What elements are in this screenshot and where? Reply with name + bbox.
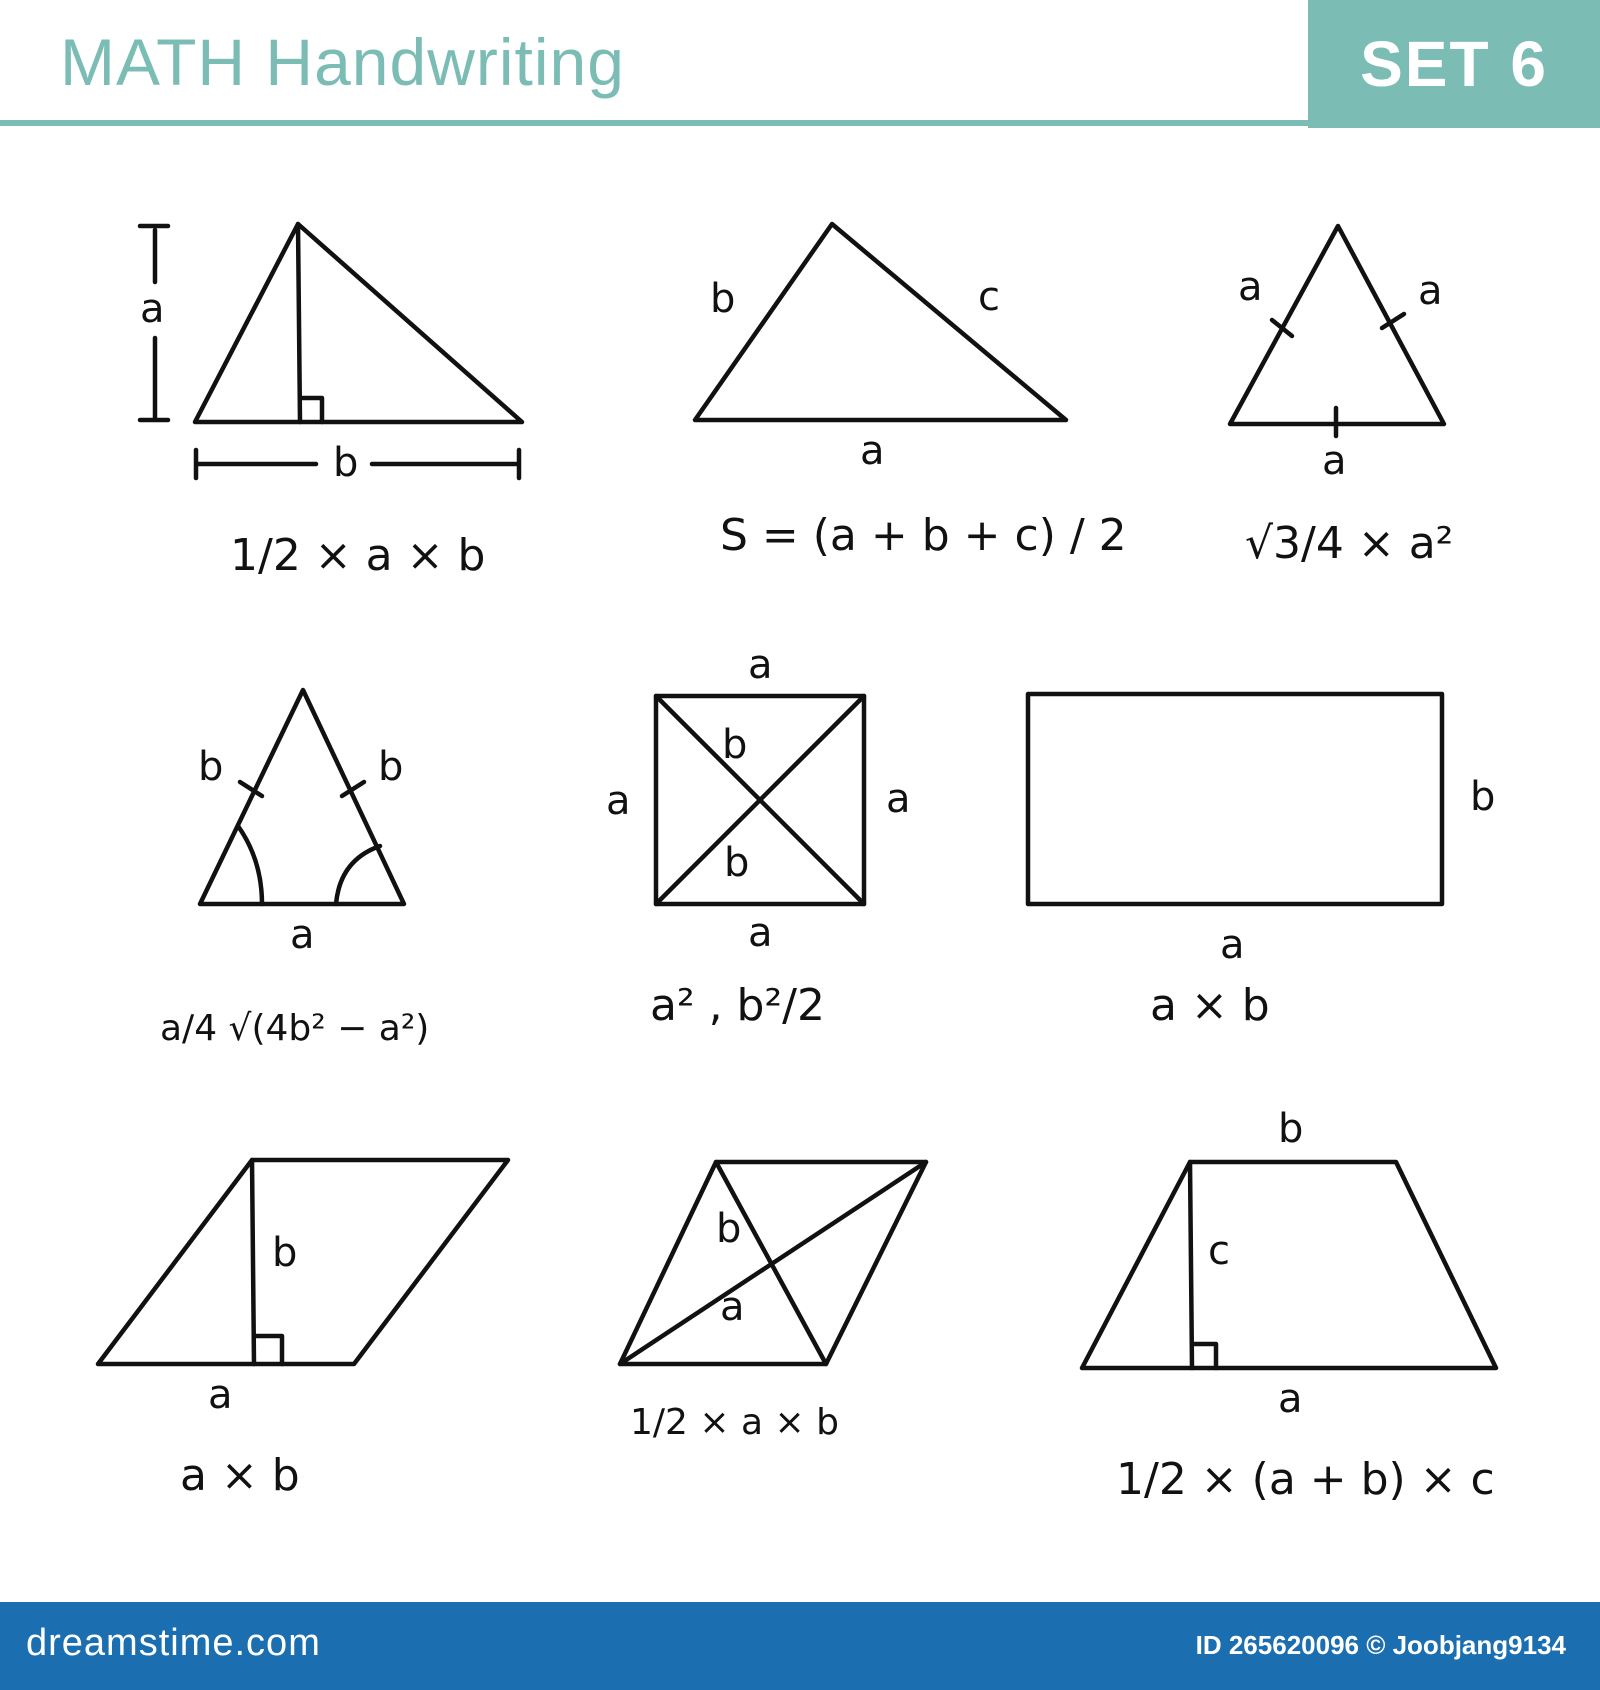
equilateral-triangle-shape bbox=[1230, 226, 1444, 424]
header-rule bbox=[0, 120, 1310, 126]
footer-credit: ID 265620096 © Joobjang9134 bbox=[1195, 1630, 1566, 1660]
height-line bbox=[1190, 1162, 1192, 1368]
formula-parallelogram: a × b bbox=[180, 1450, 300, 1501]
diagonal-label: b bbox=[722, 722, 748, 768]
base-label: b bbox=[333, 440, 359, 486]
left-side-label: b bbox=[710, 276, 736, 322]
base-label: a bbox=[1322, 438, 1347, 484]
scalene-triangle-figure bbox=[695, 224, 1127, 561]
formula-scalene-triangle: S = (a + b + c) / 2 bbox=[720, 510, 1127, 561]
rectangle-shape bbox=[1028, 694, 1442, 904]
base-angle-arc bbox=[238, 826, 262, 904]
isosceles-triangle-figure bbox=[160, 690, 429, 1049]
rhombus-figure bbox=[620, 1162, 926, 1443]
page-title: MATH Handwriting bbox=[60, 25, 625, 99]
formula-trapezoid: 1/2 × (a + b) × c bbox=[1116, 1454, 1495, 1505]
scalene-triangle-shape bbox=[695, 224, 1066, 420]
height-label: a bbox=[140, 286, 165, 332]
height-label: c bbox=[1208, 1228, 1230, 1274]
formula-square: a² , b²/2 bbox=[650, 980, 825, 1031]
left-side-label: a bbox=[606, 778, 631, 824]
height-line bbox=[298, 224, 300, 422]
footer bbox=[0, 1602, 1600, 1690]
header bbox=[0, 0, 1600, 130]
right-side-label: a bbox=[886, 776, 911, 822]
right-side-label: c bbox=[978, 274, 1000, 320]
diagonal-label: b bbox=[716, 1206, 742, 1252]
right-angle-mark bbox=[1192, 1344, 1216, 1368]
bottom-side-label: a bbox=[748, 910, 773, 956]
equilateral-triangle-figure bbox=[1230, 226, 1453, 569]
set-badge: SET 6 bbox=[1308, 0, 1600, 128]
formula-equilateral-triangle: √3/4 × a² bbox=[1245, 518, 1454, 569]
formula-rhombus: 1/2 × a × b bbox=[630, 1402, 839, 1443]
height-label: b bbox=[272, 1230, 298, 1276]
base-label: a bbox=[1278, 1376, 1303, 1422]
height-line bbox=[252, 1160, 254, 1364]
top-side-label: b bbox=[1278, 1106, 1304, 1152]
rectangle-figure bbox=[1028, 694, 1495, 1031]
right-angle-mark bbox=[254, 1336, 282, 1364]
base-label: a bbox=[1220, 922, 1245, 968]
equal-side-tick bbox=[1272, 320, 1292, 336]
base-label: a bbox=[208, 1372, 233, 1418]
right-side-label: b bbox=[378, 744, 404, 790]
footer-brand[interactable]: dreamstime.com bbox=[26, 1622, 321, 1664]
right-triangle-figure bbox=[140, 224, 522, 581]
left-side-label: a bbox=[1238, 264, 1263, 310]
diagonal-label: b bbox=[724, 840, 750, 886]
base-label: a bbox=[290, 912, 315, 958]
square-figure bbox=[606, 642, 911, 1031]
right-angle-mark bbox=[300, 398, 322, 422]
formula-isosceles-triangle: a/4 √(4b² − a²) bbox=[160, 1008, 430, 1049]
top-side-label: a bbox=[748, 642, 773, 688]
right-side-label: a bbox=[1418, 268, 1443, 314]
parallelogram-shape bbox=[98, 1160, 508, 1364]
left-side-label: b bbox=[198, 744, 224, 790]
parallelogram-figure bbox=[98, 1160, 508, 1501]
side-label: b bbox=[1470, 774, 1496, 820]
trapezoid-shape bbox=[1082, 1162, 1496, 1368]
formula-rectangle: a × b bbox=[1150, 980, 1270, 1031]
base-label: a bbox=[860, 428, 885, 474]
trapezoid-figure bbox=[1082, 1106, 1496, 1505]
formula-right-triangle: 1/2 × a × b bbox=[230, 530, 486, 581]
diagram-canvas bbox=[0, 130, 1600, 1600]
diagonal-label: a bbox=[720, 1284, 745, 1330]
isosceles-triangle-shape bbox=[200, 690, 404, 904]
right-triangle-shape bbox=[195, 224, 522, 422]
base-angle-arc bbox=[336, 846, 380, 904]
